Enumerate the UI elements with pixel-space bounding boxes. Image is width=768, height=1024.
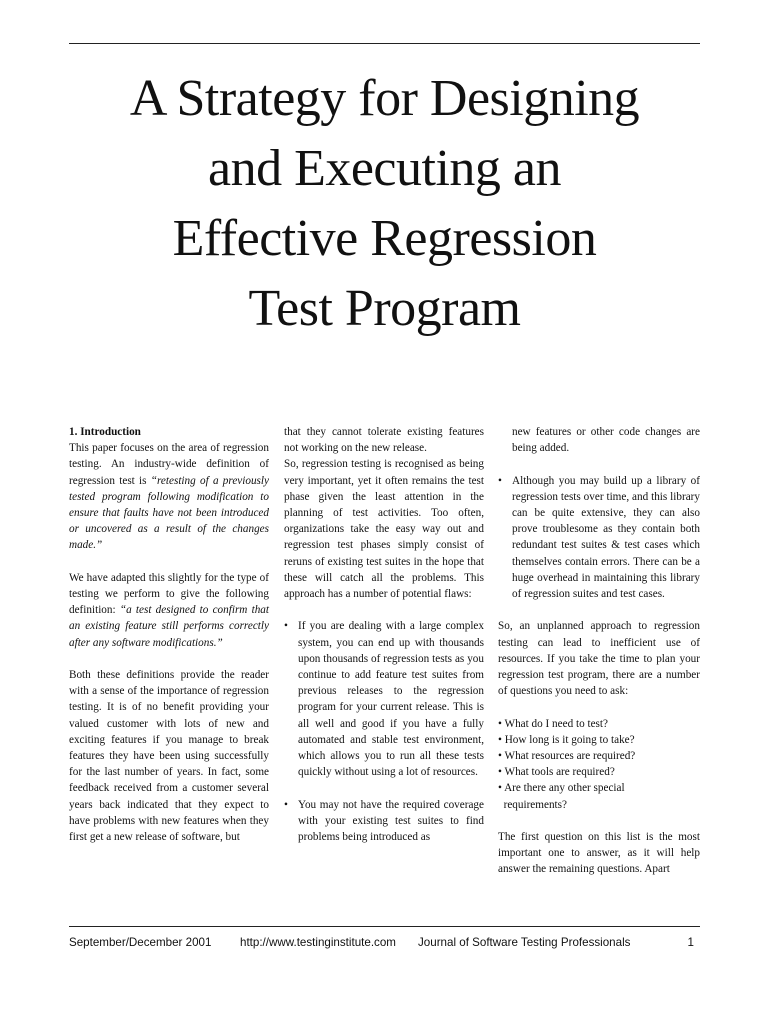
paragraph-text: This paper focuses on the area of regression testing. An industry-wide definition of regression test is: [69, 442, 269, 487]
page-number: 1: [687, 936, 694, 949]
bullet-icon: •: [284, 798, 288, 811]
question-list: [498, 716, 700, 813]
paragraph: Both these definitions provide the reader with a sense of the importance of regression testing. It is of no benefit providing your valued customer with lots of new and exciting features if you manage to break features they have been using successfully for the last number of years. In fact, some feedback received from a customer several years back indicated that they expect to have problems with new features when they first get a new release of software, but: [69, 669, 269, 844]
question-item: • What tools are required?: [498, 766, 615, 779]
title-line: Test Program: [248, 280, 521, 337]
top-rule: [69, 43, 700, 44]
bullet-text: Although you may build up a library of regression tests over time, and this library can be quite extensive, they can also prove troublesome as they contain both redundant test suites & test cases which themselves contain errors. There can be a huge overhead in maintaining this library of regression suites and test cases.: [512, 474, 700, 601]
bullet-icon: •: [498, 474, 502, 487]
paragraph: that they cannot tolerate existing features not working on the new release.: [284, 426, 484, 455]
bullet-text: new features or other code changes are being added.: [512, 426, 700, 455]
bullet-icon: •: [284, 620, 288, 633]
title-line: and Executing an: [208, 140, 561, 197]
question-item: requirements?: [498, 798, 567, 811]
paragraph: [69, 570, 269, 651]
bullet-item: [284, 797, 484, 846]
article-title: [69, 64, 700, 344]
bullet-continuation: [498, 424, 700, 456]
column-2: [284, 424, 484, 861]
footer-journal: Journal of Software Testing Professionals: [418, 936, 631, 949]
page-footer: [69, 936, 700, 952]
footer-date: September/December 2001: [69, 936, 212, 949]
bullet-text: If you are dealing with a large complex system, you can end up with thousands upon thousands of regression tests as you continue to add feature test suites from previous releases to the regression program for your current release. This is all well and good if you have a fully automated and stable test environment, which allows you to run all these tests quickly without using a lot of resources.: [298, 620, 484, 779]
title-line: Effective Regression: [172, 210, 597, 267]
paragraph: The first question on this list is the most important one to answer, as it will help answer the remaining questions. Apart: [498, 831, 700, 876]
column-3: [498, 424, 700, 878]
title-line: A Strategy for Designing: [129, 70, 640, 127]
question-item: • How long is it going to take?: [498, 733, 635, 746]
footer-url[interactable]: http://www.testinginstitute.com: [240, 936, 396, 949]
bullet-item: [284, 618, 484, 780]
question-item: • What resources are required?: [498, 750, 636, 763]
bullet-text: You may not have the required coverage with your existing test suites to find problems being introduced as: [298, 798, 484, 844]
section-heading: 1. Introduction: [69, 426, 141, 438]
bottom-rule: [69, 926, 700, 927]
paragraph: [69, 440, 269, 553]
bullet-item: [498, 473, 700, 603]
paragraph: So, regression testing is recognised as being very important, yet it often remains the test phase given the least attention in the planning of test activities. Too often, organizations take the easy way out and regression test phases simply consist of reruns of existing test suites in the hope that these will catch all the problems. This approach has a number of potential flaws:: [284, 458, 484, 601]
question-item: • Are there any other special: [498, 782, 625, 795]
column-1: [69, 424, 269, 845]
question-item: • What do I need to test?: [498, 717, 608, 730]
paragraph: So, an unplanned approach to regression testing can lead to inefficient use of resources. If you take the time to plan your regression test program, there are a number of questions you need to ask:: [498, 620, 700, 698]
definition-quote: “retesting of a previously tested program following modification to ensure that faults have not been introduced or uncovered as a result of the changes made.”: [69, 474, 269, 552]
paragraph-text: We have adapted this slightly for the type of testing we perform to give the following definition:: [69, 571, 269, 617]
definition-quote: “a test designed to confirm that an existing feature still performs correctly after any software modifications.”: [69, 604, 270, 649]
